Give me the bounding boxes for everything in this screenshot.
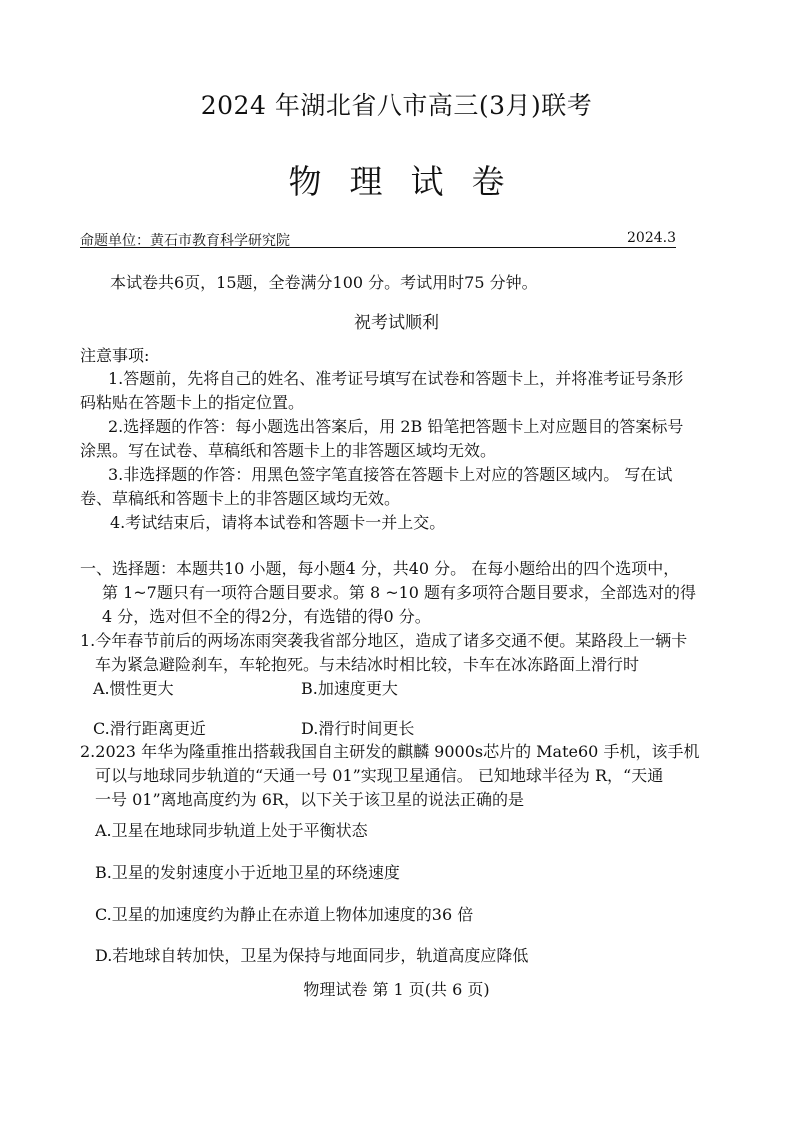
question-2-option-c: C.卫星的加速度约为静止在赤道上物体加速度的36 倍	[95, 905, 474, 924]
unit-label: 命题单位：黄石市教育科学研究院	[80, 233, 290, 249]
note-line: 卷、草稿纸和答题卡上的非答题区域均无效。	[80, 489, 401, 508]
question-1-option-c: C.滑行距离更近	[93, 719, 206, 738]
subject-title: 物理试卷	[288, 162, 533, 201]
section-heading: 一、选择题：本题共10 小题，每小题4 分，共40 分。 在每小题给出的四个选项中，	[80, 559, 680, 578]
note-line: 涂黑。写在试卷、草稿纸和答题卡上的非答题区域均无效。	[80, 441, 497, 460]
question-1-stem: 车为紧急避险刹车，车轮抱死。与未结冰时相比较，卡车在冰冻路面上滑行时	[95, 655, 640, 674]
section-line: 4 分，选对但不全的得2分，有选错的得0 分。	[102, 607, 431, 626]
question-1-option-d: D.滑行时间更长	[301, 719, 415, 738]
page-footer: 物理试卷 第 1 页(共 6 页)	[303, 980, 490, 999]
question-2-option-b: B.卫星的发射速度小于近地卫星的环绕速度	[95, 863, 400, 882]
note-line: 4.考试结束后，请将本试卷和答题卡一并上交。	[110, 513, 446, 532]
question-1-option-b: B.加速度更大	[301, 679, 398, 698]
note-line: 2.选择题的作答：每小题选出答案后，用 2B 铅笔把答题卡上对应题目的答案标号	[108, 417, 684, 436]
question-2-option-a: A.卫星在地球同步轨道上处于平衡状态	[95, 821, 368, 840]
note-line: 码粘贴在答题卡上的指定位置。	[80, 393, 305, 412]
note-line: 1.答题前，先将自己的姓名、准考证号填写在试卷和答题卡上，并将准考证号条形	[108, 369, 684, 388]
exam-title: 2024 年湖北省八市高三(3月)联考	[200, 91, 593, 120]
question-2-option-d: D.若地球自转加快，卫星为保持与地面同步，轨道高度应降低	[95, 946, 529, 965]
exam-intro: 本试卷共6页，15题，全卷满分100 分。考试用时75 分钟。	[110, 273, 538, 292]
question-1-stem: 1.今年春节前后的两场冻雨突袭我省部分地区，造成了诸多交通不便。某路段上一辆卡	[80, 631, 688, 650]
question-2-stem: 2.2023 年华为隆重推出搭载我国自主研发的麒麟 9000s芯片的 Mate60 手机，该手机	[80, 742, 700, 761]
unit-row	[80, 230, 676, 248]
section-line: 第 1~7题只有一项符合题目要求。第 8 ~10 题有多项符合题目要求，全部选对的得	[102, 583, 697, 602]
exam-date: 2024.3	[627, 230, 676, 246]
question-1-option-a: A.惯性更大	[93, 679, 174, 698]
note-line: 3.非选择题的作答：用黑色签字笔直接答在答题卡上对应的答题区域内。 写在试	[108, 465, 673, 484]
notes-heading: 注意事项:	[80, 346, 150, 365]
blessing: 祝考试顺利	[354, 313, 439, 333]
question-2-stem: 一号 01”离地高度约为 6R，以下关于该卫星的说法正确的是	[95, 790, 524, 809]
question-2-stem: 可以与地球同步轨道的“天通一号 01”实现卫星通信。 已知地球半径为 R，“天通	[95, 766, 664, 785]
